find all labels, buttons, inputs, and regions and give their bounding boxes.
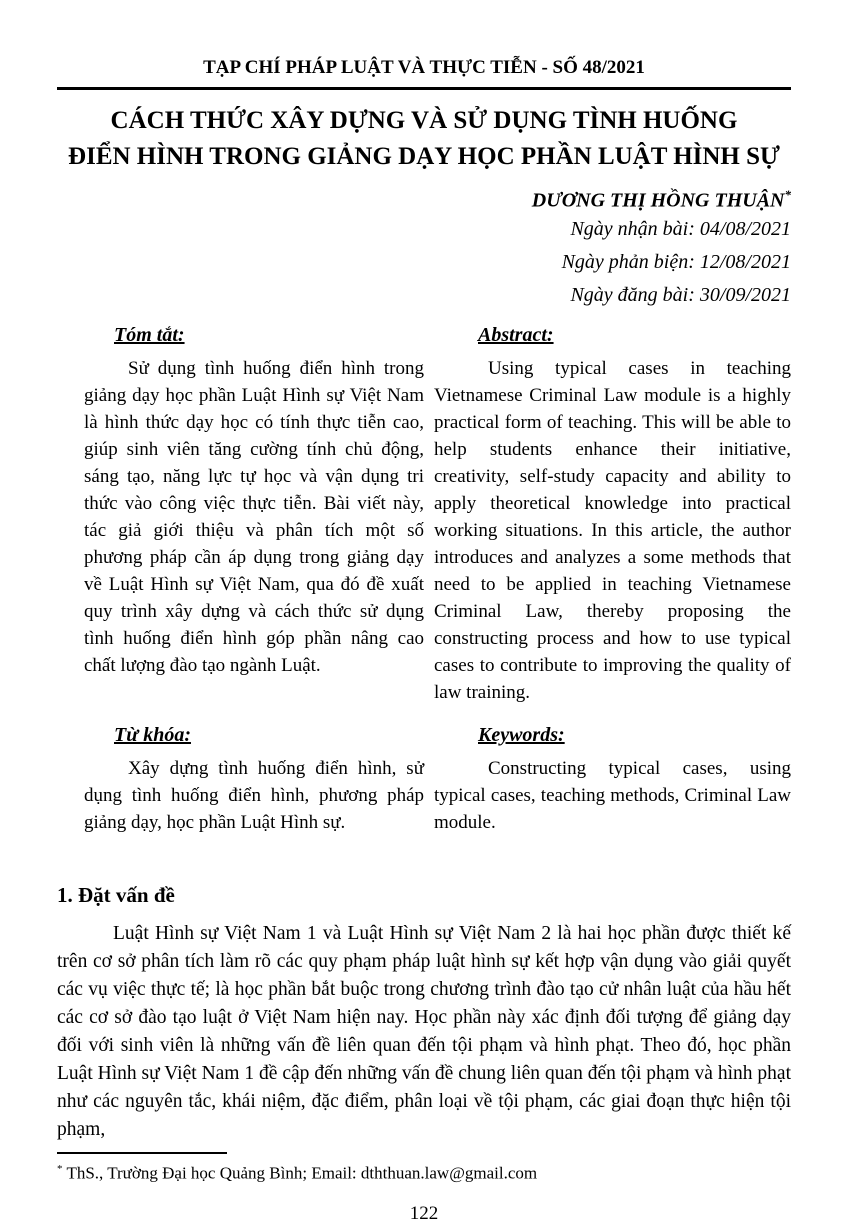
abstract-en-heading: Abstract:: [478, 323, 554, 346]
author-name: DƯƠNG THỊ HỒNG THUẬN: [531, 189, 785, 212]
keywords-vi-body: Xây dựng tình huống điển hình, sử dụng tình huống điển hình, phương pháp giảng dạy, học phần Luật Hình sự.: [84, 757, 424, 833]
abstract-vi-body: Sử dụng tình huống điển hình trong giảng dạy học phần Luật Hình sự Việt Nam là hình thức dạy học có tính thực tiễn cao, giúp sinh viên tăng cường tính chủ động, sáng tạo, năng lực tự học và vận dụng tri thức vào công việc thực tiễn. Bài viết này, tác giả giới thiệu và phân tích một số phương pháp cần áp dụng trong giảng dạy về Luật Hình sự Việt Nam, qua đó đề xuất quy trình xây dựng và cách thức sử dụng tình huống điển hình góp phần nâng cao chất lượng đào tạo ngành Luật.: [84, 357, 424, 676]
footnote-content: ThS., Trường Đại học Quảng Bình; Email: dththuan.law@gmail.com: [66, 1163, 538, 1183]
abstract-vietnamese: [84, 322, 424, 706]
keywords-columns: [57, 722, 791, 836]
keywords-english: [434, 722, 791, 836]
article-dates: [57, 213, 791, 312]
date-reviewed: Ngày phản biện: 12/08/2021: [561, 250, 791, 273]
abstract-en-body: Using typical cases in teaching Vietnamese Criminal Law module is a highly practical form of teaching. This will be able to help students enhance their initiative, creativity, self-study capacity and ability to apply theoretical knowledge into practical working situations. In this article, the author introduces and analyzes a some methods that need to be applied in teaching Vietnamese Criminal Law, thereby proposing the constructing process and how to use typical cases to contribute to improving the quality of law training.: [434, 357, 791, 703]
footnote-marker: *: [57, 1162, 63, 1175]
article-title-line-1: CÁCH THỨC XÂY DỰNG VÀ SỬ DỤNG TÌNH HUỐNG: [110, 107, 738, 134]
author-line: [57, 183, 791, 213]
section-1-heading: 1. Đặt vấn đề: [57, 882, 175, 907]
footnote: [57, 1152, 791, 1184]
date-published: Ngày đăng bài: 30/09/2021: [570, 283, 791, 306]
page-number: 122: [409, 1203, 439, 1225]
abstract-vi-heading: Tóm tắt:: [114, 323, 185, 346]
section-1-paragraph: Luật Hình sự Việt Nam 1 và Luật Hình sự Việt Nam 2 là hai học phần được thiết kế trên cơ sở phân tích làm rõ các quy phạm pháp luật hình sự kết hợp vận dụng vào giải quyết các vụ việc thực tế; là học phần bắt buộc trong chương trình đào tạo cử nhân luật của hầu hết các cơ sở đào tạo luật ở Việt Nam hiện nay. Học phần này xác định đối tượng để giảng dạy đối với sinh viên là những vấn đề liên quan đến tội phạm và hình phạt. Theo đó, học phần Luật Hình sự Việt Nam 1 đề cập đến những vấn đề chung liên quan đến tội phạm và hình phạt như các nguyên tắc, khái niệm, đặc điểm, phân loại về tội phạm, các giai đoạn thực hiện tội phạm,: [57, 922, 791, 1140]
date-received: Ngày nhận bài: 04/08/2021: [570, 217, 791, 240]
keywords-en-body: Constructing typical cases, using typical cases, teaching methods, Criminal Law module.: [434, 757, 791, 833]
abstract-columns: [57, 322, 791, 706]
journal-header: TẠP CHÍ PHÁP LUẬT VÀ THỰC TIỄN - SỐ 48/2021: [57, 56, 791, 90]
footnote-text: [57, 1154, 791, 1184]
keywords-en-heading: Keywords:: [478, 723, 565, 746]
article-title-line-2: ĐIỂN HÌNH TRONG GIẢNG DẠY HỌC PHẦN LUẬT HÌNH SỰ: [68, 143, 780, 170]
article-title: [57, 103, 791, 175]
author-footnote-marker: *: [784, 187, 791, 202]
abstract-english: [434, 322, 791, 706]
keywords-vi-heading: Từ khóa:: [114, 723, 191, 746]
keywords-vietnamese: [84, 722, 424, 836]
